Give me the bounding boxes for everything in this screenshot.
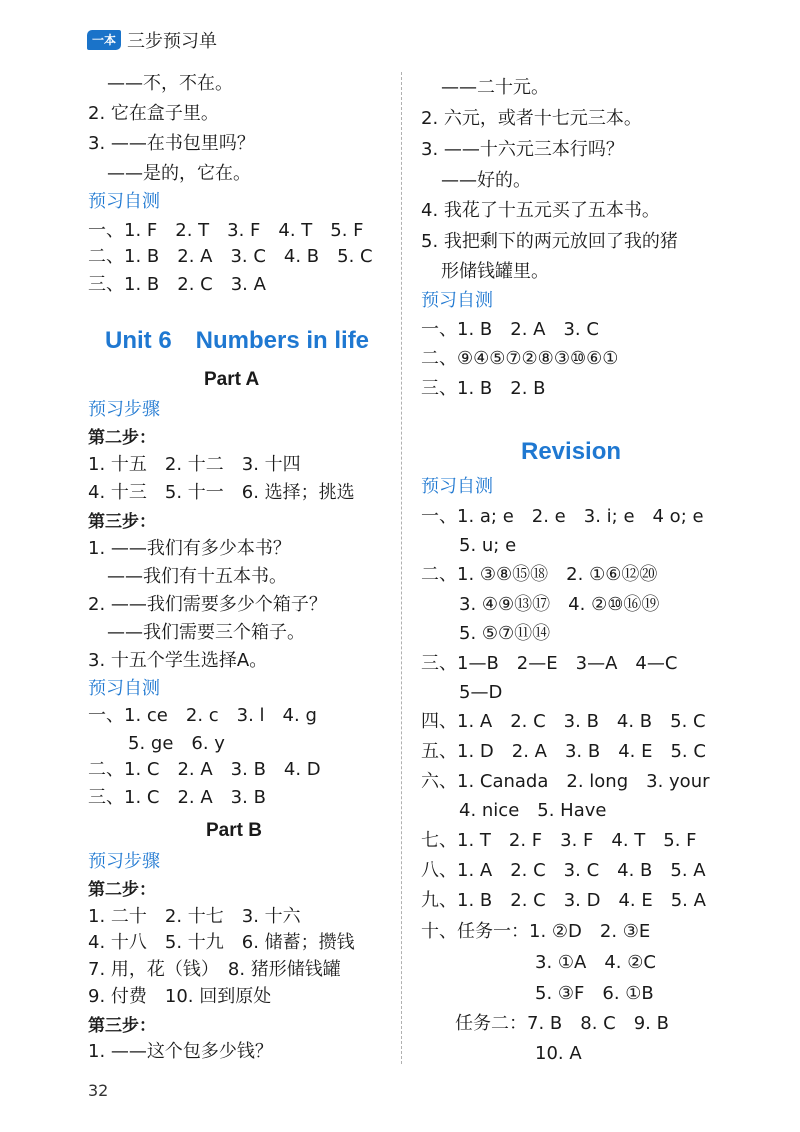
answer-line: 9. 付费 10. 回到原处 bbox=[88, 986, 272, 1007]
answer-line: 5. ⑤⑦⑪⑭ bbox=[459, 623, 551, 644]
answer-line: 3. ——在书包里吗？ bbox=[88, 133, 255, 154]
answer-line: 三、1. B 2. B bbox=[421, 378, 546, 399]
answer-line: 1. ——这个包多少钱？ bbox=[88, 1041, 273, 1062]
answer-line: 2. 它在盒子里。 bbox=[88, 103, 219, 124]
unit-title: Unit 6 Numbers in life bbox=[105, 327, 370, 354]
answer-line: 五、1. D 2. A 3. B 4. E 5. C bbox=[421, 741, 706, 762]
answer-line: ——不，不在。 bbox=[107, 73, 233, 94]
page-header bbox=[87, 28, 217, 52]
header-title: 三步预习单 bbox=[127, 31, 218, 52]
answer-line: 十、任务一：1. ②D 2. ③E bbox=[421, 921, 651, 942]
answer-line: 一、1. B 2. A 3. C bbox=[421, 319, 599, 340]
brand-logo: 一本 bbox=[87, 30, 121, 50]
answer-line: 3. ④⑨⑬⑰ 4. ②⑩⑯⑲ bbox=[459, 594, 660, 615]
answer-line: 形储钱罐里。 bbox=[441, 261, 549, 282]
step-label: 第二步： bbox=[88, 880, 156, 900]
answer-line: 2. 六元，或者十七元三本。 bbox=[421, 108, 642, 129]
answer-line: 4. 十三 5. 十一 6. 选择；挑选 bbox=[88, 482, 355, 503]
revision-title: Revision bbox=[521, 438, 622, 465]
step-label: 第二步： bbox=[88, 428, 156, 448]
answer-line: ——二十元。 bbox=[441, 77, 549, 98]
answer-line: ——是的，它在。 bbox=[107, 163, 251, 184]
answer-line: 4. 我花了十五元买了五本书。 bbox=[421, 200, 660, 221]
answer-line: 1. 二十 2. 十七 3. 十六 bbox=[88, 906, 301, 927]
answer-line: 7. 用，花（钱） 8. 猪形储钱罐 bbox=[88, 959, 341, 980]
answer-line: 3. 十五个学生选择A。 bbox=[88, 650, 268, 671]
answer-line: ——我们有十五本书。 bbox=[107, 566, 287, 587]
answer-line: 三、1. C 2. A 3. B bbox=[88, 787, 266, 808]
part-a-title: Part A bbox=[204, 369, 260, 390]
answer-line: 一、1. F 2. T 3. F 4. T 5. F bbox=[88, 220, 364, 241]
section-heading: 预习自测 bbox=[88, 678, 160, 699]
answer-line: 二、1. C 2. A 3. B 4. D bbox=[88, 759, 321, 780]
column-divider bbox=[401, 72, 402, 1064]
answer-line: 4. 十八 5. 十九 6. 储蓄；攒钱 bbox=[88, 932, 355, 953]
answer-line: 5—D bbox=[459, 682, 503, 703]
answer-line: 3. ——十六元三本行吗？ bbox=[421, 139, 624, 160]
answer-line: 2. ——我们需要多少个箱子？ bbox=[88, 594, 327, 615]
answer-line: 二、1. ③⑧⑮⑱ 2. ①⑥⑫⑳ bbox=[421, 564, 658, 585]
answer-line: 六、1. Canada 2. long 3. your bbox=[421, 771, 710, 792]
answer-line: ——好的。 bbox=[441, 170, 531, 191]
answer-line: 4. nice 5. Have bbox=[459, 800, 607, 821]
answer-line: 1. ——我们有多少本书？ bbox=[88, 538, 291, 559]
step-label: 第三步： bbox=[88, 1016, 156, 1036]
part-b-title: Part B bbox=[206, 820, 262, 841]
answer-line: 四、1. A 2. C 3. B 4. B 5. C bbox=[421, 711, 706, 732]
answer-line: ——我们需要三个箱子。 bbox=[107, 622, 305, 643]
answer-line: 三、1—B 2—E 3—A 4—C bbox=[421, 653, 678, 674]
page-number: 32 bbox=[88, 1081, 109, 1100]
section-heading: 预习步骤 bbox=[88, 851, 160, 872]
answer-line: 5. 我把剩下的两元放回了我的猪 bbox=[421, 231, 678, 252]
answer-line: 10. A bbox=[535, 1043, 582, 1064]
section-heading: 预习自测 bbox=[421, 290, 493, 311]
answer-line: 二、⑨④⑤⑦②⑧③⑩⑥① bbox=[421, 348, 619, 369]
answer-line: 七、1. T 2. F 3. F 4. T 5. F bbox=[421, 830, 697, 851]
answer-line: 二、1. B 2. A 3. C 4. B 5. C bbox=[88, 246, 373, 267]
answer-line: 一、1. ce 2. c 3. l 4. g bbox=[88, 705, 317, 726]
section-heading: 预习自测 bbox=[421, 476, 493, 497]
answer-line: 1. 十五 2. 十二 3. 十四 bbox=[88, 454, 301, 475]
answer-line: 三、1. B 2. C 3. A bbox=[88, 274, 266, 295]
answer-line: 3. ①A 4. ②C bbox=[535, 952, 656, 973]
answer-line: 5. ③F 6. ①B bbox=[535, 983, 654, 1004]
section-heading: 预习步骤 bbox=[88, 399, 160, 420]
answer-line: 八、1. A 2. C 3. C 4. B 5. A bbox=[421, 860, 706, 881]
section-heading: 预习自测 bbox=[88, 191, 160, 212]
answer-line: 5. ge 6. y bbox=[128, 733, 225, 754]
answer-line: 5. u; e bbox=[459, 535, 517, 556]
step-label: 第三步： bbox=[88, 512, 156, 532]
answer-line: 九、1. B 2. C 3. D 4. E 5. A bbox=[421, 890, 706, 911]
answer-line: 一、1. a; e 2. e 3. i; e 4 o; e bbox=[421, 506, 704, 527]
answer-line: 任务二：7. B 8. C 9. B bbox=[455, 1013, 669, 1034]
